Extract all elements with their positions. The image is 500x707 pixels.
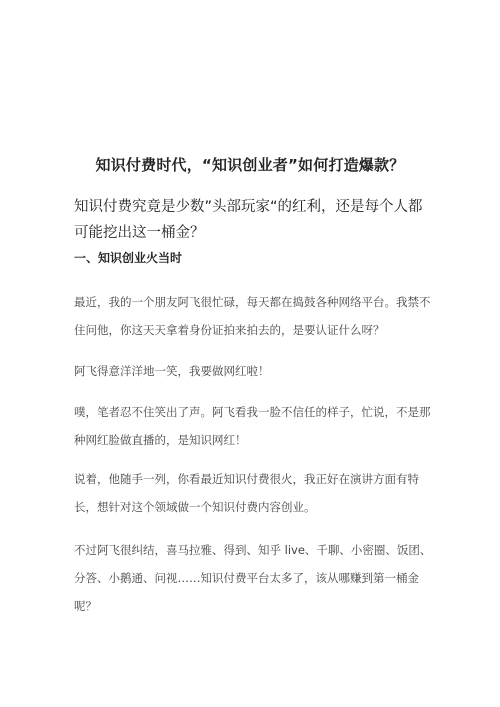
- paragraph-2: 阿飞得意洋洋地一笑，我要做网红啦！: [74, 364, 270, 378]
- paragraph-1: 最近，我的一个朋友阿飞很忙碌，每天都在捣鼓各种网络平台。我禁不住问他，你这天天拿着身份证拍来拍去的，是要认证什么呀？: [74, 295, 431, 337]
- section-heading: 一、知识创业火当时: [74, 251, 183, 265]
- paragraph-3: 噗，笔者忍不住笑出了声。阿飞看我一脸不信任的样子，忙说，不是那种网红脸做直播的，是知识网红！: [74, 405, 431, 447]
- paragraph-4: 说着，他随手一列，你看最近知识付费很火，我正好在演讲方面有特长，想针对这个领域做一个知识付费内容创业。: [74, 472, 419, 514]
- article-title: 知识付费时代，“知识创业者”如何打造爆款？: [95, 156, 405, 175]
- article-subtitle: 知识付费究竟是少数”头部玩家“的红利，还是每个人都可能挖出这一桶金？: [74, 199, 423, 241]
- paragraph-5: 不过阿飞很纠结，喜马拉雅、得到、知乎 live、千聊、小密圈、饭团、分答、小鹅通、问视……知识付费平台太多了，该从哪赚到第一桶金呢？: [74, 543, 432, 613]
